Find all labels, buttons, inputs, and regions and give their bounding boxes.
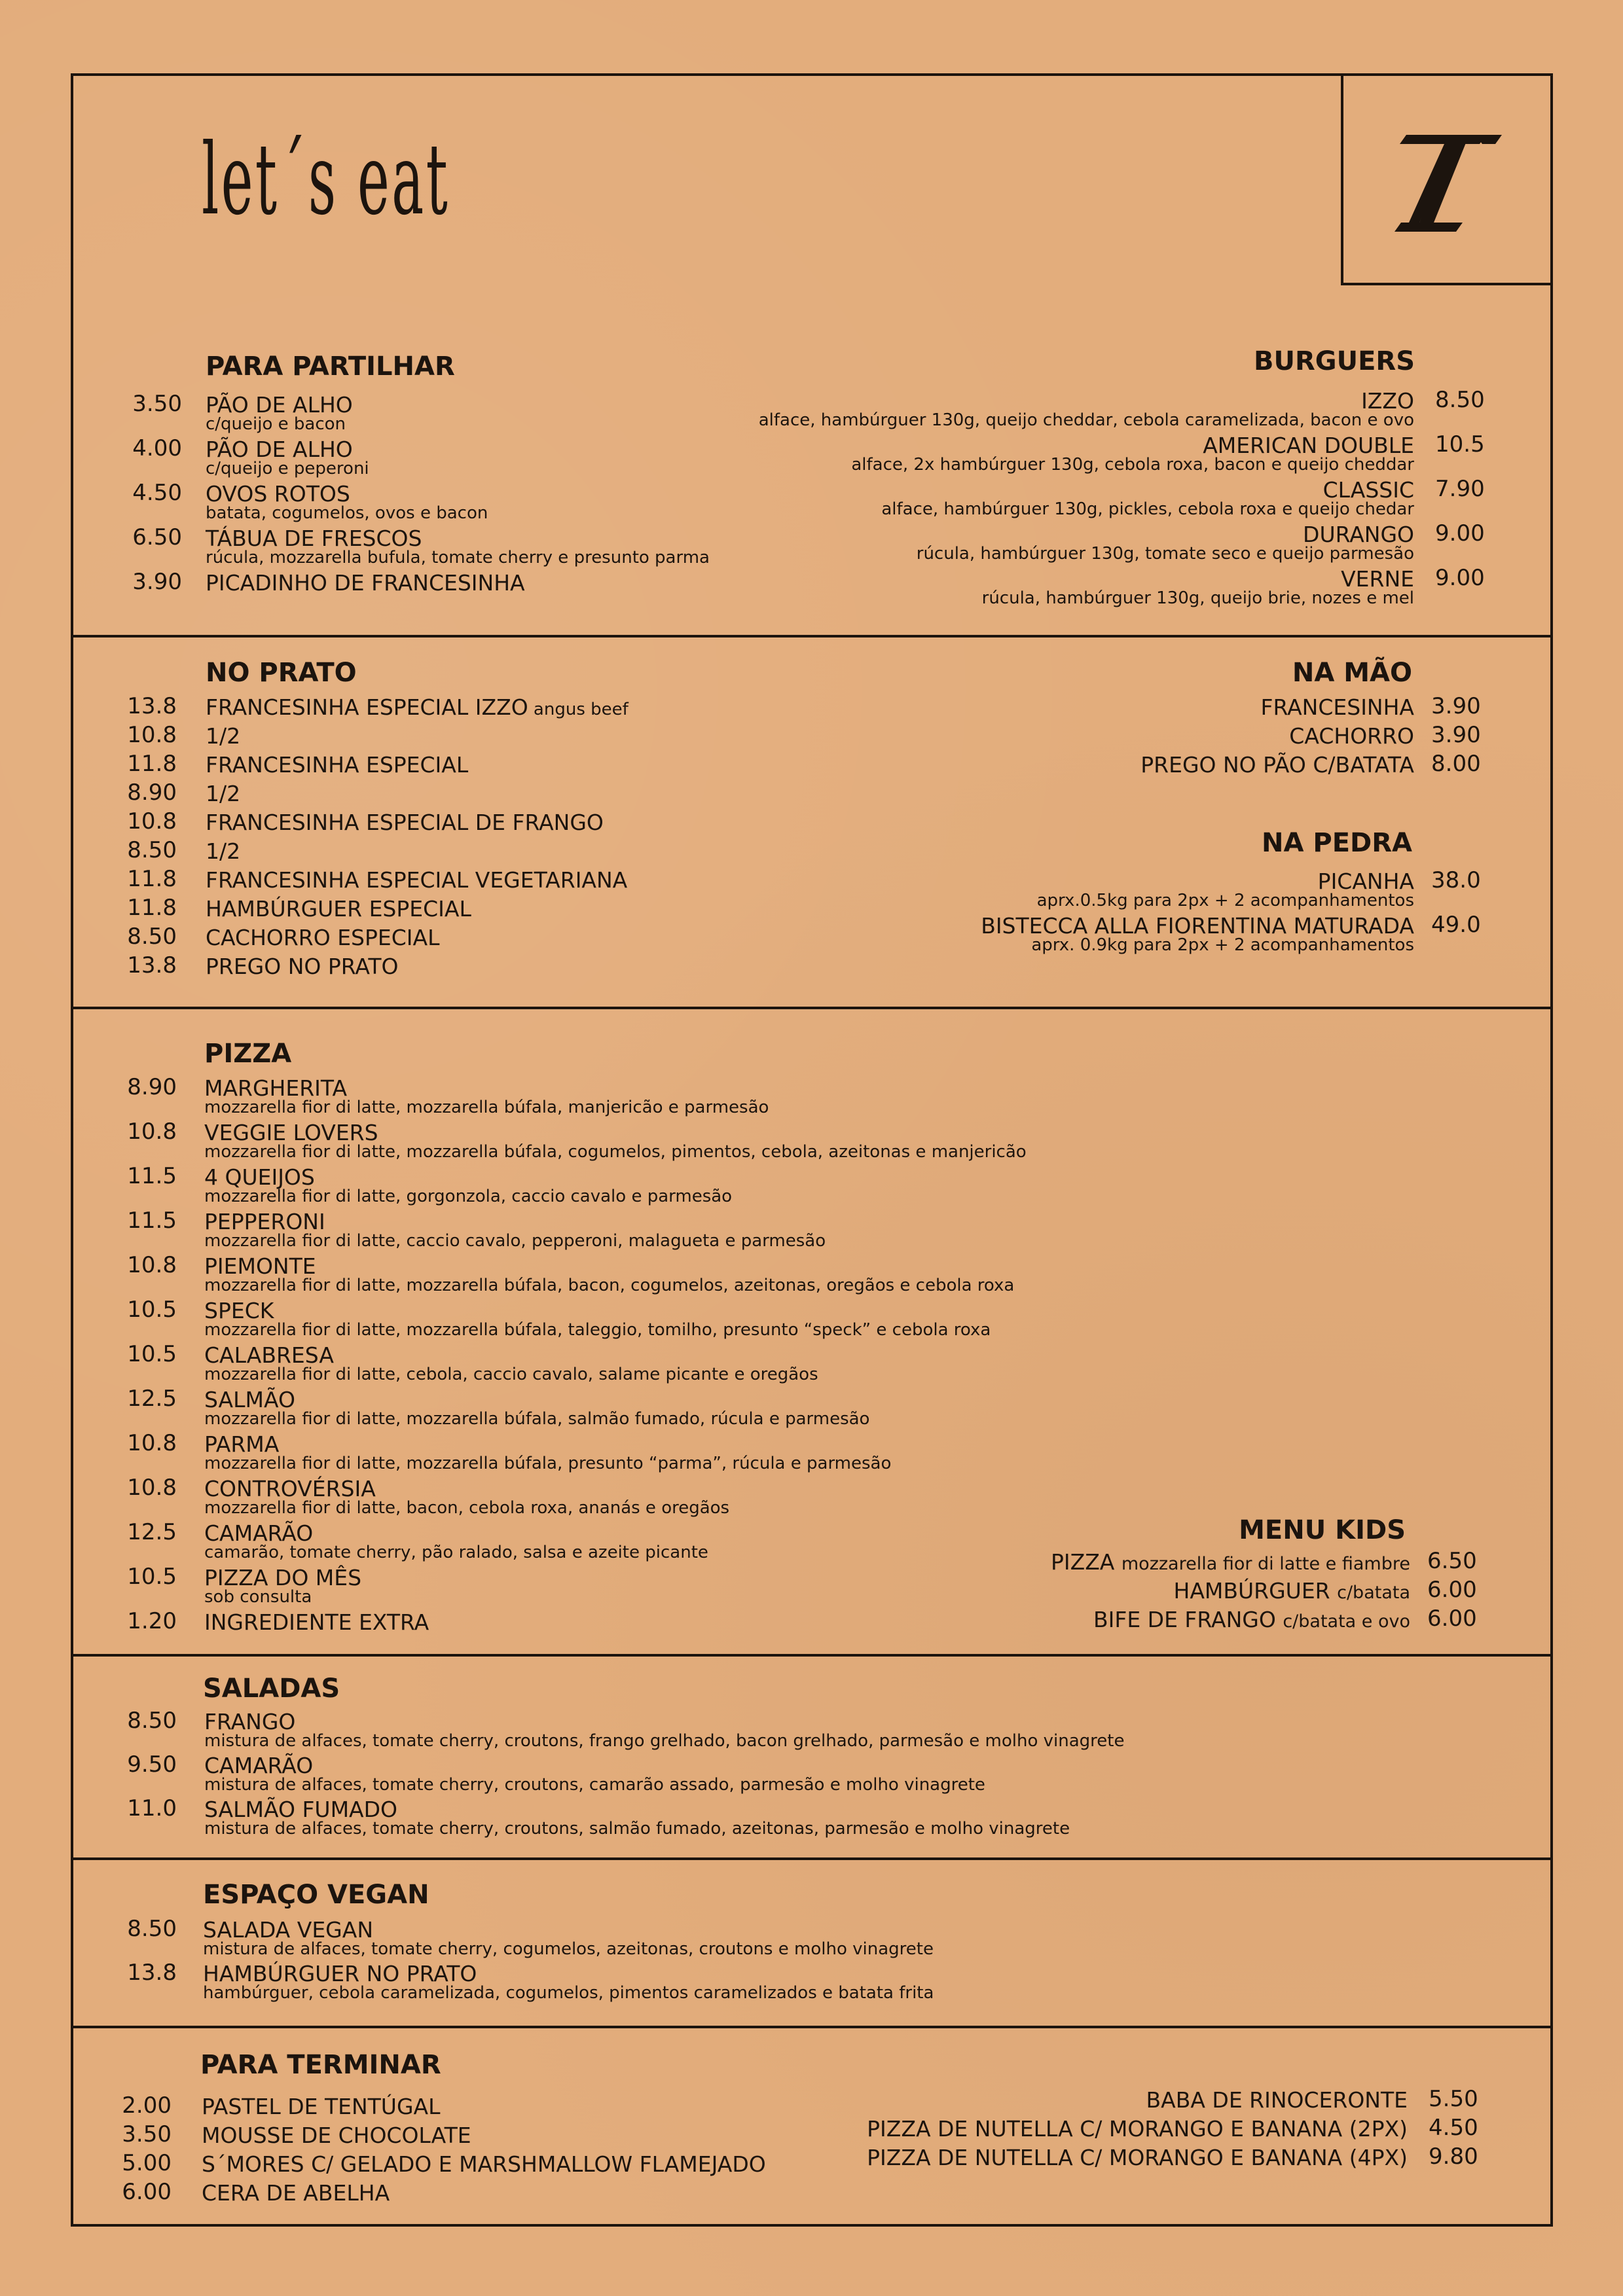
item-name: PARMA bbox=[204, 1431, 280, 1457]
item-price: 5.00 bbox=[122, 2150, 172, 2176]
page-title: let´s eat bbox=[202, 123, 450, 237]
item-description: rúcula, hambúrguer 130g, tomate seco e queijo parmesão bbox=[916, 544, 1414, 564]
item-name: BISTECCA ALLA FIORENTINA MATURADA bbox=[981, 913, 1414, 939]
item-name: INGREDIENTE EXTRA bbox=[204, 1609, 429, 1635]
item-description: sob consulta bbox=[204, 1587, 312, 1607]
item-price: 10.5 bbox=[127, 1341, 177, 1367]
item-name: MOUSSE DE CHOCOLATE bbox=[202, 2123, 471, 2148]
item-name: PÃO DE ALHO bbox=[206, 392, 353, 418]
item-description: alface, 2x hambúrguer 130g, cebola roxa, bacon e queijo cheddar bbox=[851, 455, 1414, 475]
item-name: CACHORRO ESPECIAL bbox=[206, 925, 440, 950]
item-name: CONTROVÉRSIA bbox=[204, 1476, 376, 1501]
section-title-pizza: PIZZA bbox=[204, 1039, 292, 1069]
item-name: BABA DE RINOCERONTE bbox=[1146, 2087, 1408, 2113]
item-name: FRANCESINHA ESPECIAL IZZO angus beef bbox=[206, 694, 629, 720]
section-title-saladas: SALADAS bbox=[203, 1674, 340, 1704]
item-description: mozzarella fior di latte, mozzarella búfala, bacon, cogumelos, azeitonas, oregãos e cebola roxa bbox=[204, 1276, 1015, 1295]
item-description: rúcula, hambúrguer 130g, queijo brie, nozes e mel bbox=[981, 588, 1414, 608]
item-name bbox=[1051, 1550, 1410, 1575]
item-description: mozzarella fior di latte, mozzarella búfala, cogumelos, pimentos, cebola, azeitonas e manjericão bbox=[204, 1142, 1027, 1162]
item-description: camarão, tomate cherry, pão ralado, salsa e azeite picante bbox=[204, 1543, 708, 1562]
item-name: 4 QUEIJOS bbox=[204, 1164, 315, 1190]
item-description: mozzarella fior di latte, mozzarella búfala, manjericão e parmesão bbox=[204, 1098, 769, 1117]
item-description: mozzarella fior di latte, gorgonzola, caccio cavalo e parmesão bbox=[204, 1187, 733, 1206]
item-price: 4.50 bbox=[132, 480, 182, 506]
item-price: 10.8 bbox=[127, 1475, 177, 1501]
item-price: 1.20 bbox=[127, 1608, 177, 1634]
item-price: 8.90 bbox=[127, 780, 177, 806]
item-name: VERNE bbox=[1341, 566, 1414, 592]
item-price: 10.5 bbox=[127, 1564, 177, 1590]
item-price: 3.90 bbox=[132, 569, 182, 595]
item-description: mistura de alfaces, tomate cherry, croutons, camarão assado, parmesão e molho vinagrete bbox=[204, 1775, 985, 1795]
item-price: 3.50 bbox=[132, 391, 182, 417]
item-name: PIZZA DE NUTELLA C/ MORANGO E BANANA (2PX) bbox=[867, 2116, 1408, 2142]
section-title-para-terminar: PARA TERMINAR bbox=[200, 2050, 441, 2080]
item-price: 10.8 bbox=[127, 1119, 177, 1145]
item-name: 1/2 bbox=[206, 838, 241, 864]
item-name: MARGHERITA bbox=[204, 1075, 348, 1101]
item-name: VEGGIE LOVERS bbox=[204, 1120, 378, 1145]
item-note: c/batata e ovo bbox=[1283, 1611, 1410, 1632]
item-name: SALMÃO bbox=[204, 1387, 295, 1412]
logo-box bbox=[1341, 73, 1553, 285]
item-price: 11.5 bbox=[127, 1208, 177, 1234]
item-name: SPECK bbox=[204, 1298, 274, 1323]
item-description: mistura de alfaces, tomate cherry, cogumelos, azeitonas, croutons e molho vinagrete bbox=[203, 1939, 934, 1959]
item-name-text: HAMBÚRGUER bbox=[1173, 1578, 1338, 1604]
item-price: 11.0 bbox=[127, 1795, 177, 1821]
item-price: 13.8 bbox=[127, 952, 177, 978]
item-description: mozzarella fior di latte, mozzarella búfala, salmão fumado, rúcula e parmesão bbox=[204, 1409, 870, 1429]
item-name: IZZO bbox=[1361, 388, 1414, 414]
item-price: 8.50 bbox=[1435, 387, 1485, 413]
divider-4 bbox=[71, 1857, 1553, 1860]
item-price: 3.90 bbox=[1431, 693, 1481, 719]
section-title-na-mao: NA MÃO bbox=[1292, 658, 1412, 688]
item-price: 10.8 bbox=[127, 808, 177, 834]
item-price: 3.90 bbox=[1431, 722, 1481, 748]
item-price: 6.50 bbox=[132, 524, 182, 550]
item-name: FRANGO bbox=[204, 1709, 296, 1734]
item-description: c/queijo e bacon bbox=[206, 414, 346, 434]
item-price: 11.8 bbox=[127, 866, 177, 892]
item-description: c/queijo e peperoni bbox=[206, 459, 369, 478]
item-description: mistura de alfaces, tomate cherry, croutons, frango grelhado, bacon grelhado, parmesão e molho vinagrete bbox=[204, 1731, 1125, 1751]
item-name: PICADINHO DE FRANCESINHA bbox=[206, 570, 525, 596]
item-price: 8.50 bbox=[127, 1708, 177, 1734]
item-price: 11.8 bbox=[127, 895, 177, 921]
item-name: SALMÃO FUMADO bbox=[204, 1797, 398, 1822]
item-name-text: PIZZA bbox=[1050, 1549, 1122, 1575]
item-description: batata, cogumelos, ovos e bacon bbox=[206, 503, 488, 523]
izzo-logo-icon bbox=[1341, 71, 1553, 283]
item-price: 8.00 bbox=[1431, 751, 1481, 777]
item-price: 9.00 bbox=[1435, 565, 1485, 591]
item-price: 8.50 bbox=[127, 924, 177, 950]
item-price: 6.00 bbox=[1427, 1605, 1477, 1632]
item-name: CLASSIC bbox=[1322, 477, 1414, 503]
item-price: 12.5 bbox=[127, 1519, 177, 1545]
item-name: FRANCESINHA ESPECIAL VEGETARIANA bbox=[206, 867, 628, 893]
item-name: PIZZA DO MÊS bbox=[204, 1565, 362, 1590]
item-price: 8.50 bbox=[127, 837, 177, 863]
item-description: mozzarella fior di latte, caccio cavalo, pepperoni, malagueta e parmesão bbox=[204, 1231, 826, 1251]
item-description: rúcula, mozzarella bufula, tomate cherry e presunto parma bbox=[206, 548, 710, 567]
item-price: 6.00 bbox=[1427, 1577, 1477, 1603]
item-name: CERA DE ABELHA bbox=[202, 2180, 390, 2206]
item-price: 49.0 bbox=[1431, 912, 1481, 938]
item-price: 6.00 bbox=[122, 2179, 172, 2205]
item-name: AMERICAN DOUBLE bbox=[1203, 433, 1414, 458]
item-name: CACHORRO bbox=[1289, 723, 1414, 749]
item-price: 5.50 bbox=[1429, 2086, 1478, 2112]
item-description: aprx. 0.9kg para 2px + 2 acompanhamentos bbox=[1031, 935, 1414, 955]
item-name: 1/2 bbox=[206, 781, 241, 806]
item-price: 13.8 bbox=[127, 1960, 177, 1986]
item-name: PREGO NO PÃO C/BATATA bbox=[1140, 752, 1414, 778]
item-price: 38.0 bbox=[1431, 867, 1481, 893]
item-price: 3.50 bbox=[122, 2121, 172, 2147]
item-price: 9.80 bbox=[1429, 2144, 1478, 2170]
item-name: TÁBUA DE FRESCOS bbox=[206, 526, 422, 551]
item-name: DURANGO bbox=[1303, 522, 1414, 547]
item-name: S´MORES C/ GELADO E MARSHMALLOW FLAMEJADO bbox=[202, 2151, 766, 2177]
section-title-espaco-vegan: ESPAÇO VEGAN bbox=[203, 1880, 429, 1910]
item-price: 10.5 bbox=[1435, 431, 1485, 457]
item-name: PIEMONTE bbox=[204, 1253, 316, 1279]
item-name: PÃO DE ALHO bbox=[206, 437, 353, 462]
item-note: mozzarella fior di latte e fiambre bbox=[1121, 1554, 1410, 1574]
item-price: 10.8 bbox=[127, 1252, 177, 1278]
item-price: 7.90 bbox=[1435, 476, 1485, 502]
divider-5 bbox=[71, 2026, 1553, 2028]
item-note: angus beef bbox=[528, 700, 629, 719]
item-name-text: BIFE DE FRANGO bbox=[1093, 1607, 1283, 1632]
item-description: mozzarella fior di latte, mozzarella búfala, taleggio, tomilho, presunto “speck” e cebola roxa bbox=[204, 1320, 991, 1340]
item-name: PIZZA DE NUTELLA C/ MORANGO E BANANA (4PX) bbox=[867, 2145, 1408, 2170]
item-price: 9.00 bbox=[1435, 520, 1485, 547]
item-name: FRANCESINHA ESPECIAL bbox=[206, 752, 469, 778]
item-name: OVOS ROTOS bbox=[206, 481, 350, 507]
section-title-burgers: BURGUERS bbox=[1253, 346, 1415, 376]
item-description: mozzarella fior di latte, bacon, cebola roxa, ananás e oregãos bbox=[204, 1498, 730, 1518]
item-name: FRANCESINHA ESPECIAL DE FRANGO bbox=[206, 810, 604, 835]
divider-1 bbox=[71, 635, 1553, 637]
item-name: PICANHA bbox=[1317, 869, 1414, 894]
item-price: 8.50 bbox=[127, 1916, 177, 1942]
item-name: HAMBÚRGUER ESPECIAL bbox=[206, 896, 471, 922]
divider-2 bbox=[71, 1007, 1553, 1009]
item-description: mozzarella fior di latte, mozzarella búfala, presunto “parma”, rúcula e parmesão bbox=[204, 1454, 892, 1473]
item-price: 12.5 bbox=[127, 1386, 177, 1412]
item-price: 9.50 bbox=[127, 1751, 177, 1778]
item-price: 10.8 bbox=[127, 1430, 177, 1456]
item-note: c/batata bbox=[1337, 1583, 1410, 1603]
item-name bbox=[1093, 1607, 1410, 1632]
divider-3 bbox=[71, 1654, 1553, 1657]
item-price: 4.00 bbox=[132, 435, 182, 461]
item-price: 10.5 bbox=[127, 1297, 177, 1323]
item-description: hambúrguer, cebola caramelizada, cogumelos, pimentos caramelizados e batata frita bbox=[203, 1983, 934, 2003]
item-name bbox=[1174, 1579, 1410, 1604]
item-name: PREGO NO PRATO bbox=[206, 954, 399, 979]
item-price: 2.00 bbox=[122, 2092, 172, 2119]
item-price: 11.5 bbox=[127, 1163, 177, 1189]
item-price: 11.8 bbox=[127, 751, 177, 777]
section-title-menu-kids: MENU KIDS bbox=[1239, 1515, 1406, 1545]
item-name: PASTEL DE TENTÚGAL bbox=[202, 2094, 441, 2119]
item-description: aprx.0.5kg para 2px + 2 acompanhamentos bbox=[1036, 891, 1414, 910]
item-description: alface, hambúrguer 130g, queijo cheddar, cebola caramelizada, bacon e ovo bbox=[758, 410, 1414, 430]
item-description: alface, hambúrguer 130g, pickles, cebola roxa e queijo chedar bbox=[881, 499, 1414, 519]
section-title-para-partilhar: PARA PARTILHAR bbox=[206, 351, 455, 382]
item-description: mistura de alfaces, tomate cherry, croutons, salmão fumado, azeitonas, parmesão e molho vinagrete bbox=[204, 1819, 1070, 1839]
item-price: 8.90 bbox=[127, 1074, 177, 1100]
item-name: HAMBÚRGUER NO PRATO bbox=[203, 1961, 477, 1986]
section-title-na-pedra: NA PEDRA bbox=[1262, 828, 1412, 858]
section-title-no-prato: NO PRATO bbox=[206, 658, 357, 688]
item-description: mozzarella fior di latte, cebola, caccio cavalo, salame picante e oregãos bbox=[204, 1365, 818, 1384]
item-name: CAMARÃO bbox=[204, 1520, 314, 1546]
item-name: FRANCESINHA bbox=[1260, 694, 1414, 720]
item-name: CALABRESA bbox=[204, 1342, 334, 1368]
item-price: 4.50 bbox=[1429, 2115, 1478, 2141]
item-price: 13.8 bbox=[127, 693, 177, 719]
item-name: PEPPERONI bbox=[204, 1209, 325, 1234]
item-price: 10.8 bbox=[127, 722, 177, 748]
item-name: SALADA VEGAN bbox=[203, 1917, 374, 1943]
item-name: CAMARÃO bbox=[204, 1753, 314, 1778]
item-name: 1/2 bbox=[206, 723, 241, 749]
item-price: 6.50 bbox=[1427, 1548, 1477, 1574]
